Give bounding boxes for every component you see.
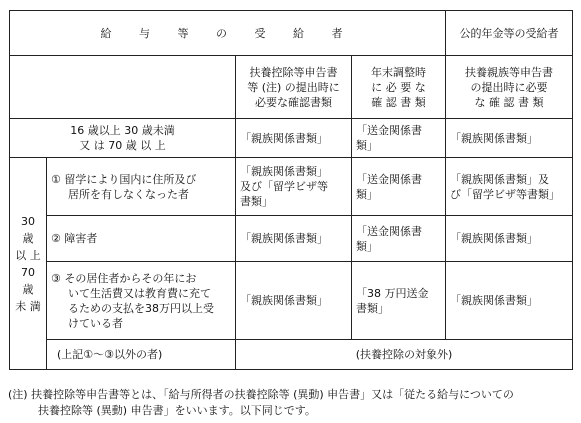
footnote: [8, 387, 576, 419]
cell-pension-docs: 「親族関係書類」: [446, 119, 573, 158]
cell-pension-docs: 「親族関係書類」: [446, 262, 573, 340]
header-line: な 確 認 書 類: [474, 95, 544, 109]
header-dependent-form-docs: [236, 56, 352, 119]
cell-form-docs: 「親族関係書類」: [236, 216, 352, 262]
dependent-documents-table: [9, 10, 573, 370]
table-row: [10, 119, 573, 158]
cell-form-docs: 「親族関係書類」: [236, 262, 352, 340]
table-row: [10, 340, 573, 370]
cell-year-end-docs: 「送金関係書 類」: [352, 158, 446, 216]
cell-year-end-docs: 「38 万円送金 書類」: [352, 262, 446, 340]
footnote-line-1: (注) 扶養控除等申告書等とは、「給与所得者の扶養控除等 (異動) 申告書」又は「従たる給与についての: [8, 388, 514, 401]
table-row: [10, 262, 573, 340]
cell-pension-docs: 「親族関係書類」及 び「留学ビザ等書類」: [446, 158, 573, 216]
header-line: 必要な確認書類: [255, 95, 332, 109]
header-year-end-docs: [352, 56, 446, 119]
cell-form-docs: 「親族関係書類」: [236, 119, 352, 158]
header-line: 等 (注) の提出時に: [247, 80, 340, 94]
row-label-disabled: ② 障害者: [47, 216, 236, 262]
row-label-age-16-30-or-70: 16 歳以上 30 歳未満 又 は 70 歳 以 上: [10, 119, 236, 158]
header-line: に 必 要 な: [371, 80, 426, 94]
cell-not-eligible: (扶養控除の対象外): [236, 340, 573, 370]
table-row: [10, 216, 573, 262]
header-blank-cell: [10, 56, 236, 119]
table-row: [10, 158, 573, 216]
header-line: 扶養親族等申告書: [465, 65, 554, 79]
cell-pension-docs: 「親族関係書類」: [446, 216, 573, 262]
header-employee-recipient: 給 与 等 の 受 給 者: [10, 11, 446, 56]
cell-year-end-docs: 「送金関係書 類」: [352, 119, 446, 158]
header-line: 確 認 書 類: [371, 95, 426, 109]
footnote-line-2: 扶養控除等 (異動) 申告書」をいいます。以下同じです。: [38, 404, 316, 417]
row-label-support-payment: ③ その居住者からその年にお いて生活費又は教育費に充て るための支払を38万円以上受 けている者: [47, 262, 236, 340]
cell-form-docs: 「親族関係書類」 及び「留学ビザ等 書類」: [236, 158, 352, 216]
row-label-study-abroad: ① 留学により国内に住所及び 居所を有しなくなった者: [47, 158, 236, 216]
cell-year-end-docs: 「送金関係書 類」: [352, 216, 446, 262]
header-pension-docs: [446, 56, 573, 119]
header-line: 扶養控除等申告書: [249, 65, 338, 79]
header-line: 年末調整時: [371, 65, 427, 79]
header-line: の提出時に必要: [470, 80, 548, 94]
age-group-30-70-label: 30 歳 以 上 70 歳 未 満: [10, 158, 47, 370]
header-pension-recipient: 公的年金等の受給者: [446, 11, 573, 56]
row-label-others: (上記①～③以外の者): [47, 340, 236, 370]
